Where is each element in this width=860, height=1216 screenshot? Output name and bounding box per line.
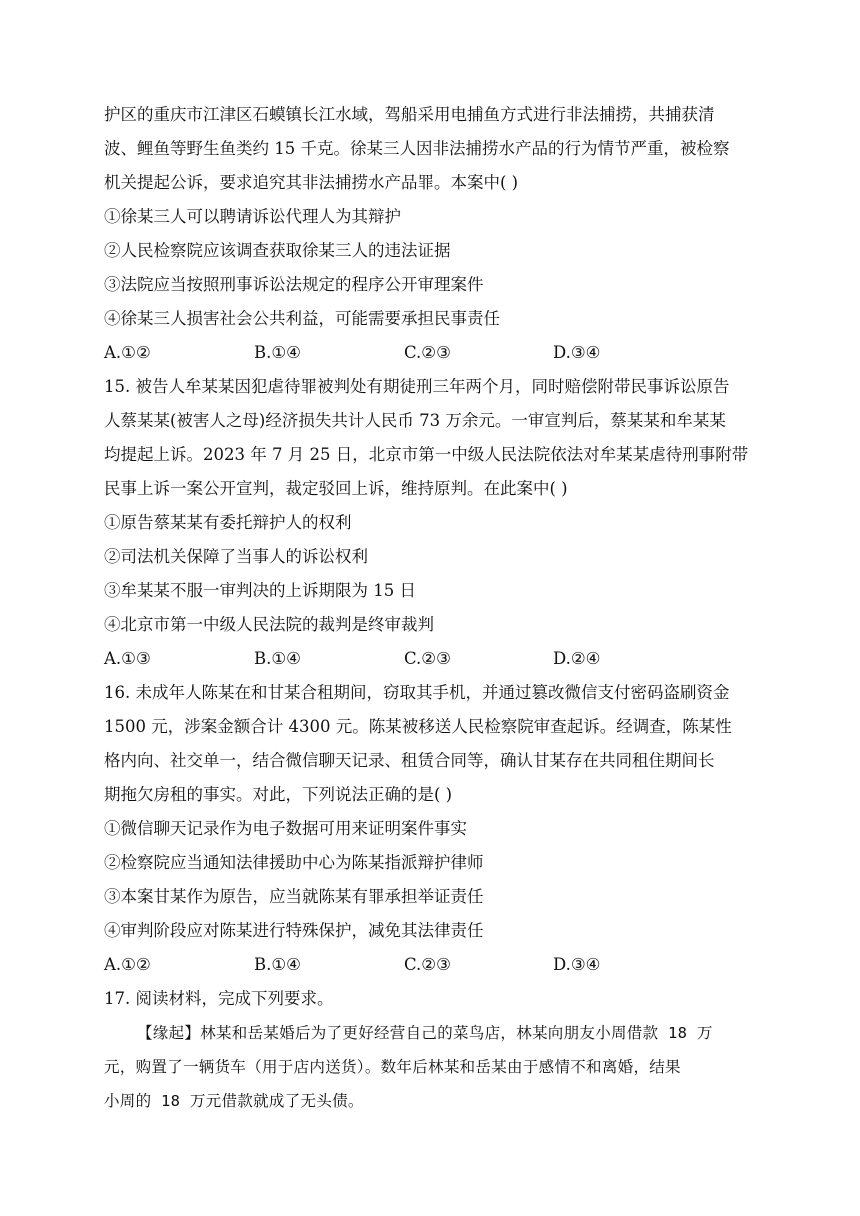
q16-statement-4: ④审判阶段应对陈某进行特殊保护，减免其法律责任	[104, 921, 484, 940]
q14-statement-3: ③法院应当按照刑事诉讼法规定的程序公开审理案件	[104, 275, 484, 294]
q15-statement-2: ②司法机关保障了当事人的诉讼权利	[104, 547, 368, 566]
q15-stem-line-3: 均提起上诉。2023 年 7 月 25 日，北京市第一中级人民法院依法对牟某某虐待刑事附带	[104, 445, 749, 464]
q16-stem-line-1: 16. 未成年人陈某在和甘某合租期间，窃取其手机，并通过篡改微信支付密码盗刷资金	[104, 683, 730, 702]
q17-material-line-1: 【缘起】林某和岳某婚后为了更好经营自己的菜鸟店，林某向朋友小周借款 18 万	[137, 1024, 713, 1042]
q15-stem-line-2: 人蔡某某(被害人之母)经济损失共计人民币 73 万余元。一审宣判后，蔡某某和牟某某	[104, 411, 726, 430]
q16-option-b: B.①④	[254, 955, 301, 974]
q15-stem-line-4: 民事上诉一案公开宣判，裁定驳回上诉，维持原判。在此案中( )	[104, 479, 568, 498]
q16-statement-3: ③本案甘某作为原告，应当就陈某有罪承担举证责任	[104, 887, 484, 906]
q14-stem-line-3: 机关提起公诉，要求追究其非法捕捞水产品罪。本案中( )	[104, 173, 519, 192]
q14-statement-1: ①徐某三人可以聘请诉讼代理人为其辩护	[104, 207, 401, 226]
q16-option-a: A.①②	[104, 955, 151, 974]
q14-option-b: B.①④	[254, 343, 301, 362]
q15-statement-1: ①原告蔡某某有委托辩护人的权利	[104, 513, 352, 532]
q14-stem-line-2: 波、鲤鱼等野生鱼类约 15 千克。徐某三人因非法捕捞水产品的行为情节严重，被检察	[104, 139, 730, 158]
q14-statement-2: ②人民检察院应该调查获取徐某三人的违法证据	[104, 241, 451, 260]
q15-stem-line-1: 15. 被告人牟某某因犯虐待罪被判处有期徒刑三年两个月，同时赔偿附带民事诉讼原告	[104, 377, 730, 396]
q16-stem-line-2: 1500 元，涉案金额合计 4300 元。陈某被移送人民检察院审查起诉。经调查，陈某性	[104, 717, 732, 736]
q16-stem-line-3: 格内向、社交单一，结合微信聊天记录、租赁合同等，确认甘某存在共同租住期间长	[104, 751, 715, 770]
q15-statement-3: ③牟某某不服一审判决的上诉期限为 15 日	[104, 581, 416, 600]
q14-statement-4: ④徐某三人损害社会公共利益，可能需要承担民事责任	[104, 309, 500, 328]
q17-material-line-3: 小周的 18 万元借款就成了无头债。	[104, 1092, 364, 1110]
q16-statement-2: ②检察院应当通知法律援助中心为陈某指派辩护律师	[104, 853, 484, 872]
q14-option-a: A.①②	[104, 343, 151, 362]
q16-option-c: C.②③	[404, 955, 451, 974]
q16-statement-1: ①微信聊天记录作为电子数据可用来证明案件事实	[104, 819, 467, 838]
q16-option-d: D.③④	[553, 955, 601, 974]
q15-option-b: B.①④	[254, 649, 301, 668]
q14-option-d: D.③④	[553, 343, 601, 362]
q15-option-c: C.②③	[404, 649, 451, 668]
q14-stem-line-1: 护区的重庆市江津区石蟆镇长江水域，驾船采用电捕鱼方式进行非法捕捞，共捕获清	[104, 105, 715, 124]
q15-statement-4: ④北京市第一中级人民法院的裁判是终审裁判	[104, 615, 434, 634]
q14-option-c: C.②③	[404, 343, 451, 362]
q17-material-line-2: 元，购置了一辆货车（用于店内送货）。数年后林某和岳某由于感情不和离婚，结果	[104, 1058, 681, 1076]
q15-option-a: A.①③	[104, 649, 151, 668]
q16-stem-line-4: 期拖欠房租的事实。对此，下列说法正确的是( )	[104, 785, 453, 804]
q15-option-d: D.②④	[553, 649, 601, 668]
q17-title: 17. 阅读材料，完成下列要求。	[104, 989, 334, 1008]
